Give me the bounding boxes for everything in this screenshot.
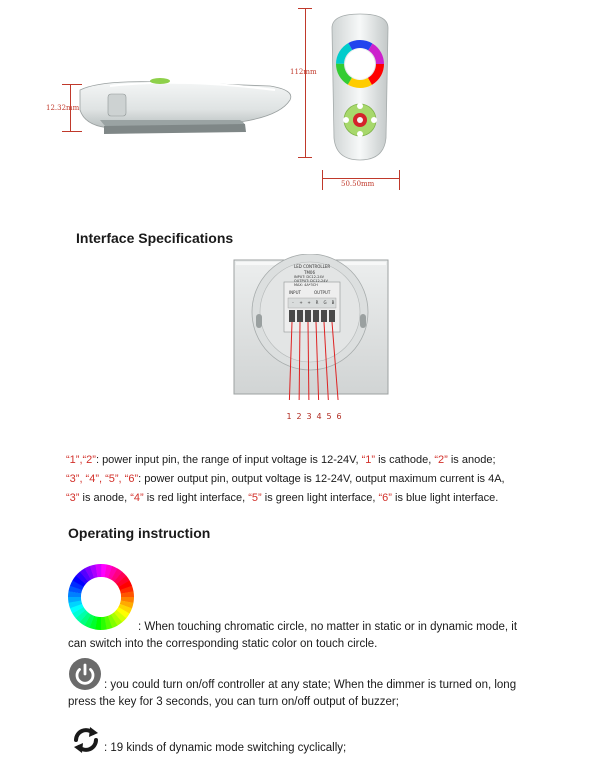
terminal-sign-3: + — [307, 300, 311, 305]
chromatic-instruction-line-1: : When touching chromatic circle, no matter in static or in dynamic mode, it — [138, 621, 518, 633]
pin-text: : power output pin, output voltage is 12-24V, output maximum current is 4A, — [138, 473, 505, 485]
width-dimension-line — [322, 178, 400, 179]
terminal-output-label: OUTPUT — [314, 290, 331, 295]
pin-description-line-1 — [66, 451, 505, 470]
pin-number-5: 5 — [326, 412, 332, 421]
pin-ref: “1”,“2” — [66, 454, 96, 466]
pin-ref: “3” — [66, 492, 80, 504]
height-dimension-tick-top — [62, 84, 82, 85]
pin-text: is green light interface, — [261, 492, 379, 504]
pin-text: is red light interface, — [143, 492, 249, 504]
controller-back-panel — [232, 254, 390, 400]
pin-number-3: 3 — [306, 412, 312, 421]
width-dimension-tick-right — [399, 170, 400, 190]
width-dimension-label: 50.50mm — [341, 180, 375, 188]
terminal-sign-2: + — [299, 300, 303, 305]
pin-ref: “6” — [378, 492, 392, 504]
chromatic-instruction-line-2: can switch into the corresponding static color on touch circle. — [68, 638, 378, 650]
terminal-sign-6: B — [331, 300, 335, 305]
pin-text: : power input pin, the range of input voltage is 12-24V, — [95, 454, 362, 466]
height-dimension-label: 12.32mm — [46, 104, 80, 112]
pin-description-line-3 — [66, 489, 505, 508]
pin-ref: “4” — [130, 492, 144, 504]
controller-model: TM06 — [304, 270, 315, 275]
pin-ref: “2” — [434, 454, 448, 466]
terminal-sign-1: - — [292, 300, 294, 305]
pin-number-4: 4 — [316, 412, 322, 421]
length-dimension-tick-bottom — [298, 157, 312, 158]
terminal-input-label: INPUT — [289, 290, 301, 295]
controller-input-spec: INPUT: DC12-24V — [294, 275, 325, 279]
power-instruction-line-2: press the key for 3 seconds, you can turn on/off output of buzzer; — [68, 696, 399, 708]
remote-front-illustration — [320, 8, 400, 168]
pin-text: is anode; — [447, 454, 496, 466]
mode-instruction-line-1: : 19 kinds of dynamic mode switching cyclically; — [104, 742, 347, 754]
length-dimension-tick-top — [298, 8, 312, 9]
remote-front-view — [320, 8, 400, 168]
power-instruction-line-1: : you could turn on/off controller at any state; When the dimmer is turned on, long — [104, 679, 517, 691]
pin-description — [66, 451, 505, 508]
pin-description-line-2 — [66, 470, 505, 489]
pin-ref: “1” — [361, 454, 376, 466]
pin-text: is cathode, — [375, 454, 435, 466]
height-dimension-tick-bottom — [62, 131, 82, 132]
pin-ref: “5” — [248, 492, 262, 504]
pin-text: is anode, — [79, 492, 131, 504]
terminal-sign-5: G — [323, 300, 327, 305]
pin-ref: “3”, “4”, “5”, “6” — [66, 473, 139, 485]
color-wheel-icon — [66, 562, 136, 632]
pin-number-2: 2 — [296, 412, 302, 421]
pin-numbers — [284, 412, 344, 421]
cycle-icon — [70, 724, 102, 756]
width-dimension-tick-left — [322, 170, 323, 190]
controller-label: LED CONTROLLER — [294, 264, 331, 269]
pin-text: is blue light interface. — [391, 492, 499, 504]
terminal-signs — [289, 300, 337, 305]
controller-output-spec: OUTPUT: DC12-24V — [294, 279, 328, 283]
terminal-sign-4: R — [315, 300, 319, 305]
pin-number-6: 6 — [336, 412, 342, 421]
length-dimension-line — [305, 8, 306, 158]
interface-specifications-title: Interface Specifications — [76, 230, 234, 246]
controller-max-spec: MAX: 4A*3CH — [294, 283, 318, 287]
power-icon — [68, 657, 102, 691]
length-dimension-label: 112mm — [290, 68, 317, 76]
operating-instruction-title: Operating instruction — [68, 525, 211, 541]
pin-number-1: 1 — [286, 412, 292, 421]
